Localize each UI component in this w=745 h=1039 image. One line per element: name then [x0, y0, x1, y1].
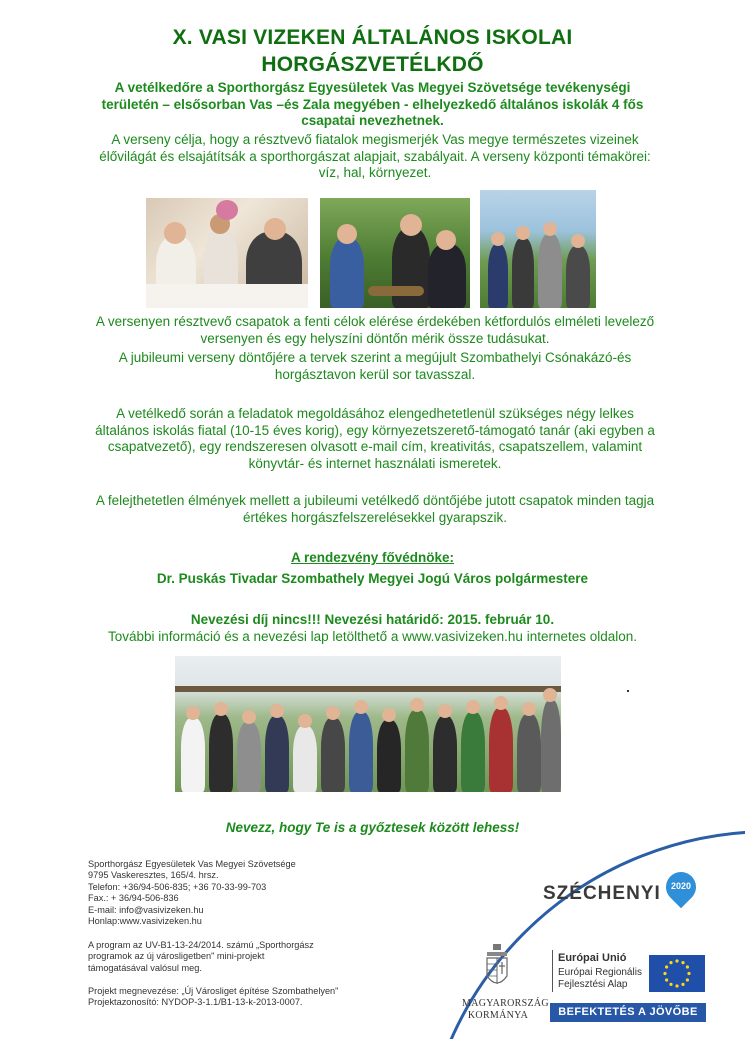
entry-fee-deadline: Nevezési díj nincs!!! Nevezési határidő: 2015. február 10.: [190, 612, 555, 627]
program-note: [88, 940, 388, 974]
title-line-2: HORGÁSZVETÉLKDŐ: [261, 53, 484, 76]
photo-team-with-trophies: [480, 190, 596, 308]
prizes-paragraph: A felejthetetlen élmények mellett a jubileumi vetélkedő döntőjébe jutott csapatok minden tagja értékes horgászfelszerelésekkel gyarapszik.: [95, 493, 655, 525]
eu-fund: [558, 967, 642, 991]
rounds-paragraph: A versenyen résztvevő csapatok a fenti célok elérése érdekében kétfordulós elméleti levelező versenyen és egy helyszíni döntőn mérik össze tudásukat.: [95, 314, 655, 346]
eu-flag-icon: [649, 955, 705, 992]
project-id: Projektazonosító: NYDOP-3-1.1/B1-13-k-2013-0007.: [88, 997, 303, 1008]
slogan: Nevezz, hogy Te is a győztesek között lehess!: [225, 820, 520, 835]
photo-boys-fishing: [320, 198, 470, 308]
program-note-line-3: támogatásával valósul meg.: [88, 962, 202, 973]
contact-email[interactable]: E-mail: info@vasivizeken.hu: [88, 904, 204, 915]
invest-future-banner: BEFEKTETÉS A JÖVŐBE: [550, 1003, 706, 1022]
requirements-paragraph: A vetélkedő során a feladatok megoldásához elengedhetetlenül szükséges négy lelkes általános iskolás fiatal (10-15 éves korig), egy környezetszerető-támogató tanár (aki egyben a csapatvezető), egy rendszeresen olvasott e-mail cím, kreativitás, csapatszellem, valamint könyvtár- és internet használati ismeretek.: [95, 406, 655, 471]
hungarian-crest-icon: [484, 944, 510, 992]
stray-dot: [627, 690, 629, 692]
gov-logo-line-2: KORMÁNYA: [467, 1010, 529, 1021]
goal-paragraph: A verseny célja, hogy a résztvevő fiatalok megismerjék Vas megye természetes vizeinek élővilágát és elsajátítsák a sporthorgászat alapjait, szabályait. A verseny központi témakörei: víz, hal, környezet.: [99, 132, 651, 180]
project-info: [88, 986, 388, 1009]
patron-name: Dr. Puskás Tivadar Szombathely Megyei Jogú Város polgármestere: [156, 571, 589, 586]
program-note-line-2: programok az új városligetben" mini-projekt: [88, 951, 265, 962]
project-name: Projekt megnevezése: „Új Városliget építése Szombathelyen": [88, 986, 339, 996]
photo-group-participants: [175, 656, 561, 792]
photo-students-writing: [146, 198, 308, 308]
more-info-text: További információ és a nevezési lap letölthető a www.vasivizeken.hu internetes oldalon.: [107, 629, 638, 644]
contact-phone: Telefon: +36/94-506-835; +36 70-33-99-703: [88, 881, 267, 892]
szechenyi-year: 2020: [670, 881, 692, 891]
contact-org: Sporthorgász Egyesületek Vas Megyei Szövetsége: [88, 859, 296, 869]
title-line-1: X. VASI VIZEKEN ÁLTALÁNOS ISKOLAI: [172, 26, 573, 49]
gov-logo-line-1: MAGYARORSZÁG: [462, 998, 549, 1009]
eu-title: Európai Unió: [558, 952, 627, 964]
eu-divider: [552, 950, 553, 992]
contact-fax: Fax.: + 36/94-506-836: [88, 893, 179, 904]
eu-fund-line-2: Fejlesztési Alap: [558, 979, 628, 990]
contact-address: 9795 Vaskeresztes, 165/4. hrsz.: [88, 870, 219, 881]
patron-label: A rendezvény fővédnöke:: [290, 550, 455, 565]
intro-text: A vetélkedőre a Sporthorgász Egyesületek Vas Megyei Szövetsége tevékenységi területén – elsősorban Vas –és Zala megyében - elhelyezkedő általános iskolák 4 fős csapatai nevezhetnek.: [101, 80, 644, 128]
final-paragraph: A jubileumi verseny döntőjére a tervek szerint a megújult Szombathelyi Csónakázó-és horgásztavon kerül sor tavasszal.: [118, 350, 632, 382]
page-title: [0, 24, 745, 78]
contact-block: [88, 859, 388, 927]
program-note-line-1: A program az UV-B1-13-24/2014. számú „Sporthorgász: [88, 940, 314, 950]
contact-website[interactable]: Honlap:www.vasivizeken.hu: [88, 916, 202, 927]
szechenyi-logo-text: SZÉCHENYI: [543, 883, 661, 904]
eu-fund-line-1: Európai Regionális: [558, 967, 642, 978]
